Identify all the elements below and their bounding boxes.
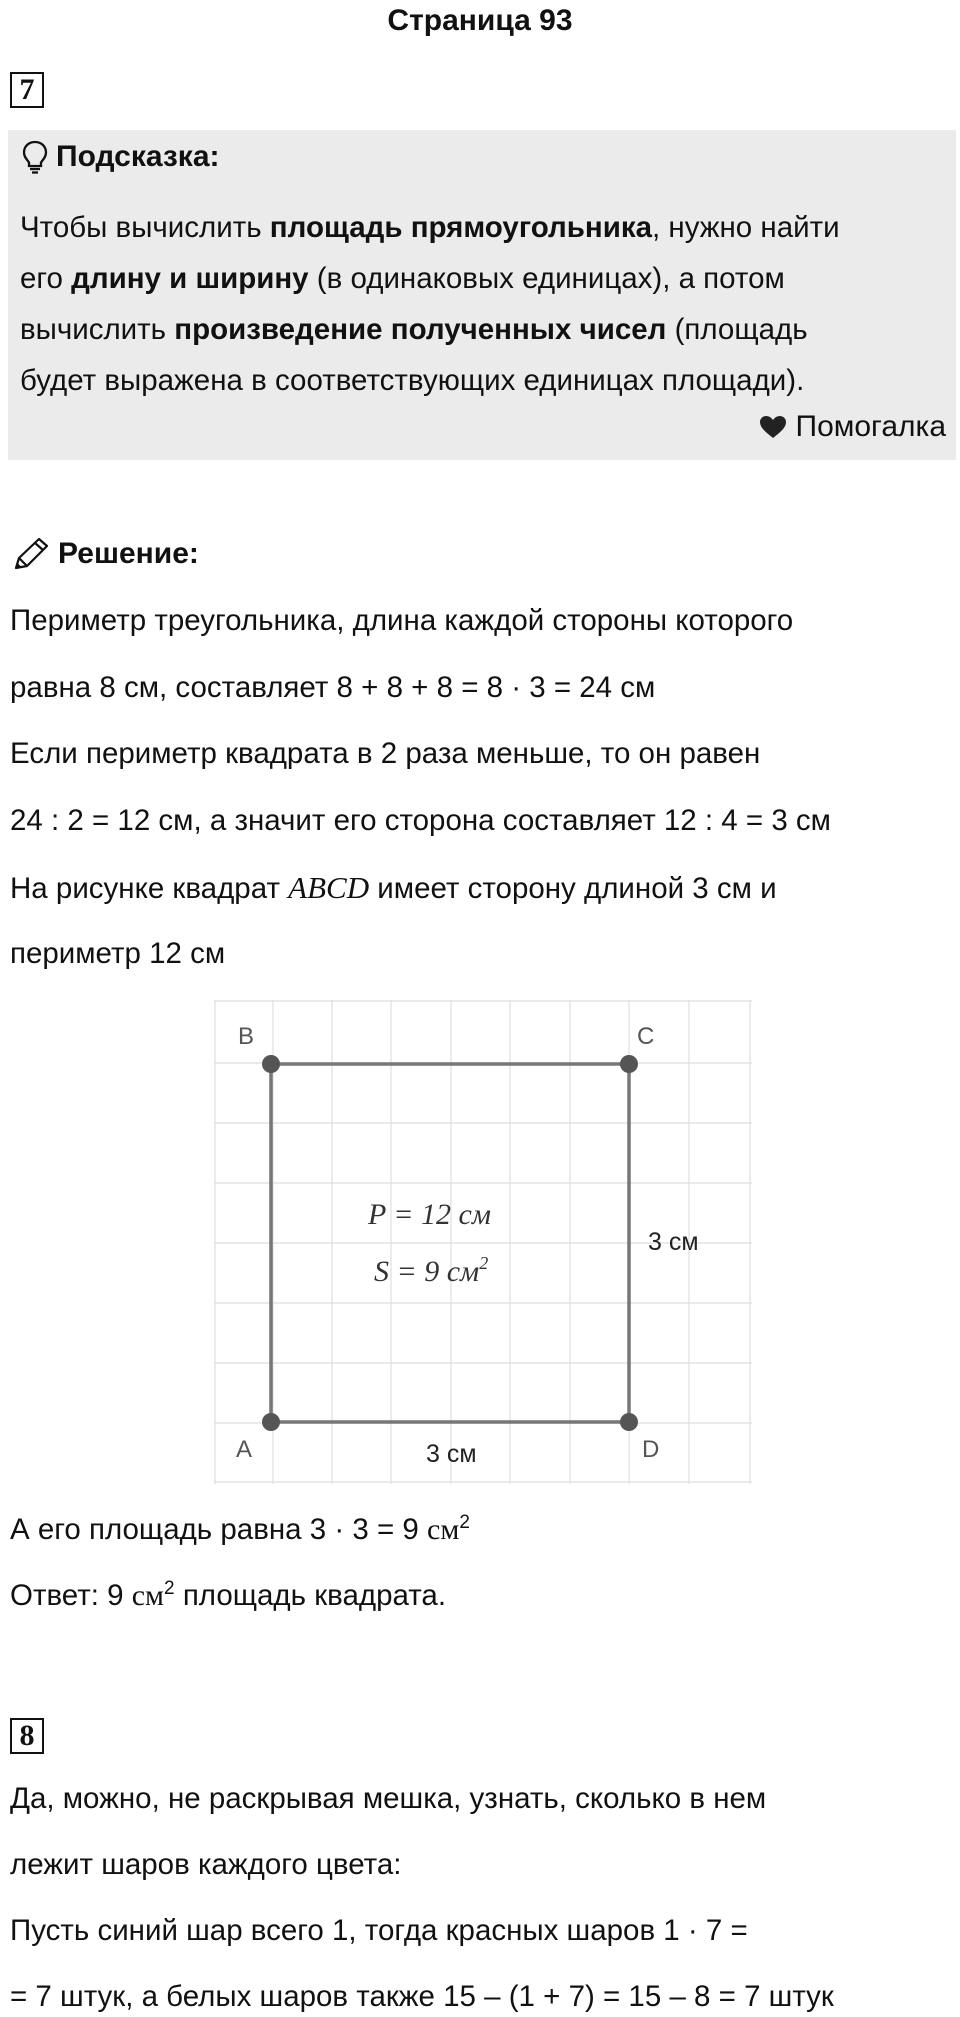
heart-icon xyxy=(758,414,788,440)
task-number-8: 8 xyxy=(10,1718,44,1754)
hint-line-2: его длину и ширину (в одинаковых единицах), а потом xyxy=(20,262,785,295)
side-right-label: 3 см xyxy=(648,1228,699,1256)
solution-title: Решение: xyxy=(58,537,199,570)
solution-line-2: равна 8 см, составляет 8 + 8 + 8 = 8 · 3 = 24 см xyxy=(10,671,656,704)
page-title: Страница 93 xyxy=(387,4,573,37)
brand-signature xyxy=(758,410,947,444)
task-number-7: 7 xyxy=(10,72,44,108)
square-name: ABCD xyxy=(288,870,370,905)
label-d: D xyxy=(642,1436,660,1463)
vertex-c xyxy=(620,1055,638,1073)
solution-line-3: Если периметр квадрата в 2 раза меньше, то он равен xyxy=(10,737,761,770)
hint-title: Подсказка: xyxy=(56,140,220,173)
label-a: A xyxy=(236,1436,253,1463)
brand-name: Помогалка xyxy=(795,410,946,443)
answer-line: Ответ: 9 $см^2$ площадь квадрата. xyxy=(10,1578,447,1612)
solution-line-1: Периметр треугольника, длина каждой стороны которого xyxy=(10,604,794,637)
label-b: B xyxy=(238,1023,255,1050)
solution-line-5: На рисунке квадрат ABCD имеет сторону длиной 3 см и xyxy=(10,870,777,905)
side-bottom-label: 3 см xyxy=(426,1440,477,1468)
square-figure xyxy=(214,1000,752,1484)
task8-line-3: Пусть синий шар всего 1, тогда красных шаров 1 · 7 = xyxy=(10,1914,748,1947)
hint-line-1: Чтобы вычислить площадь прямоугольника, нужно найти xyxy=(20,211,840,244)
pencil-icon xyxy=(12,536,52,572)
formula-area: S = 9 $см^2$ xyxy=(374,1253,489,1288)
solution-line-6: периметр 12 см xyxy=(10,937,226,970)
vertex-b xyxy=(262,1055,280,1073)
lightbulb-icon xyxy=(22,140,48,174)
hint-line-3: вычислить произведение полученных чисел (площадь xyxy=(20,313,808,346)
label-c: C xyxy=(637,1023,655,1050)
hint-line-4: будет выражена в соответствующих единицах площади). xyxy=(20,364,805,397)
task8-line-1: Да, можно, не раскрывая мешка, узнать, сколько в нем xyxy=(10,1782,767,1815)
vertex-a xyxy=(262,1413,280,1431)
hint-text xyxy=(20,202,940,406)
task8-line-4: = 7 штук, а белых шаров также 15 – (1 + 7) = 15 – 8 = 7 штук xyxy=(10,1980,834,2013)
area-line: А его площадь равна 3 · 3 = 9 $см^2$ xyxy=(10,1512,470,1546)
vertex-d xyxy=(620,1413,638,1431)
hint-header xyxy=(22,140,220,174)
formula-perimeter: P = 12 см xyxy=(368,1198,491,1231)
solution-header xyxy=(12,536,199,572)
task8-line-2: лежит шаров каждого цвета: xyxy=(10,1848,402,1881)
solution-line-4: 24 : 2 = 12 см, а значит его сторона составляет 12 : 4 = 3 см xyxy=(10,804,831,837)
